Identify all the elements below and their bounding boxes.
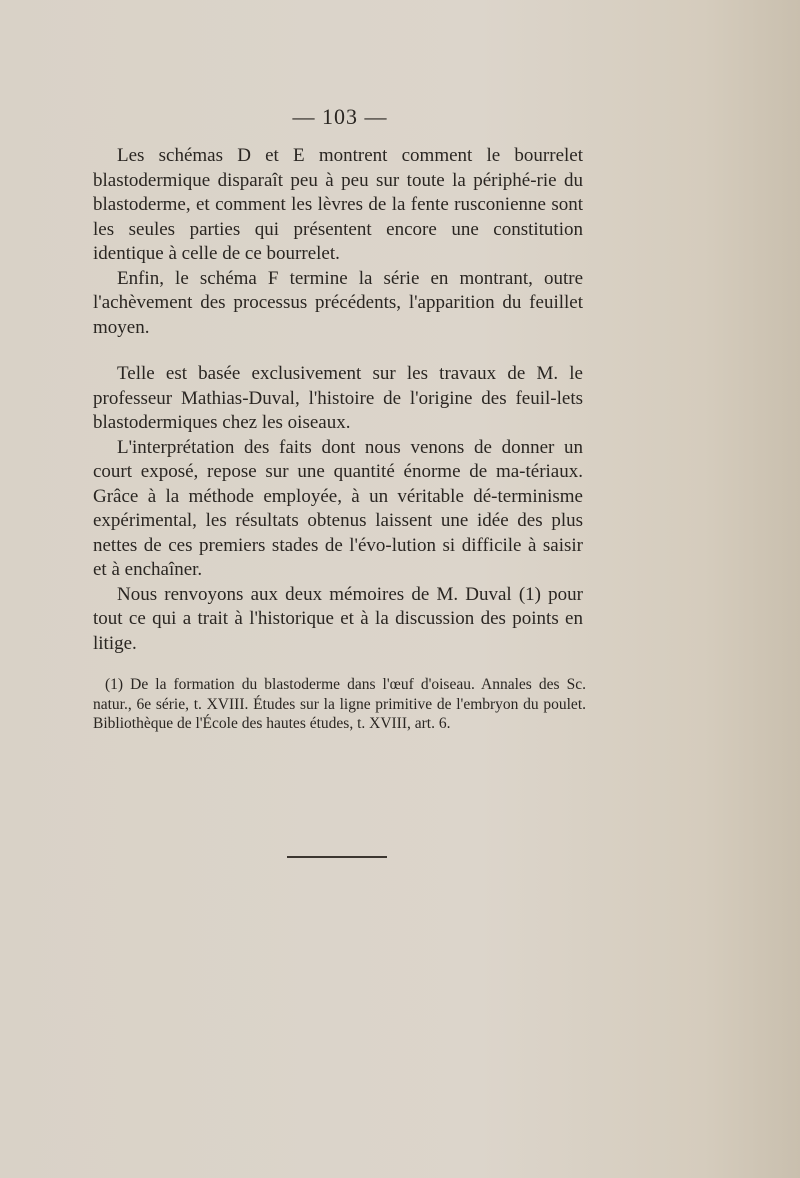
end-rule — [287, 856, 387, 858]
paragraph-nous-renvoyons: Nous renvoyons aux deux mémoires de M. Duval (1) pour tout ce qui a trait à l'historique et à la discussion des points en litige. — [93, 583, 583, 654]
footnote: (1) De la formation du blastoderme dans l'œuf d'oiseau. Annales des Sc. natur., 6e série, t. XVIII. Études sur la ligne primitive de l'embryon du poulet. Bibliothèque de l'École des hautes études, t. XVIII, art. 6. — [93, 676, 586, 732]
paragraph-schemas-d-e: Les schémas D et E montrent comment le bourrelet blastodermique disparaît peu à peu sur toute la périphé-rie du blastoderme, et comment les lèvres de la fente rusconienne sont les seules parties qui présentent encore une constitution identique à celle de ce bourrelet. — [93, 145, 583, 264]
paragraph-schema-f: Enfin, le schéma F termine la série en montrant, outre l'achèvement des processus précédents, l'apparition du feuillet moyen. — [93, 267, 583, 338]
paragraph-interpretation: L'interprétation des faits dont nous venons de donner un court exposé, repose sur une quantité énorme de ma-tériaux. Grâce à la méthode employée, à un véritable dé-terminisme expérimental, les résultats obtenus laissent une idée des plus nettes de ces premiers stades de l'évo-lution si difficile à saisir et à enchaîner. — [93, 436, 583, 580]
body-text — [93, 144, 583, 656]
paragraph-telle-est-basee: Telle est basée exclusivement sur les travaux de M. le professeur Mathias-Duval, l'histoire de l'origine des feuil-lets blastodermiques chez les oiseaux. — [93, 363, 583, 433]
page-number: — 103 — — [292, 104, 388, 129]
